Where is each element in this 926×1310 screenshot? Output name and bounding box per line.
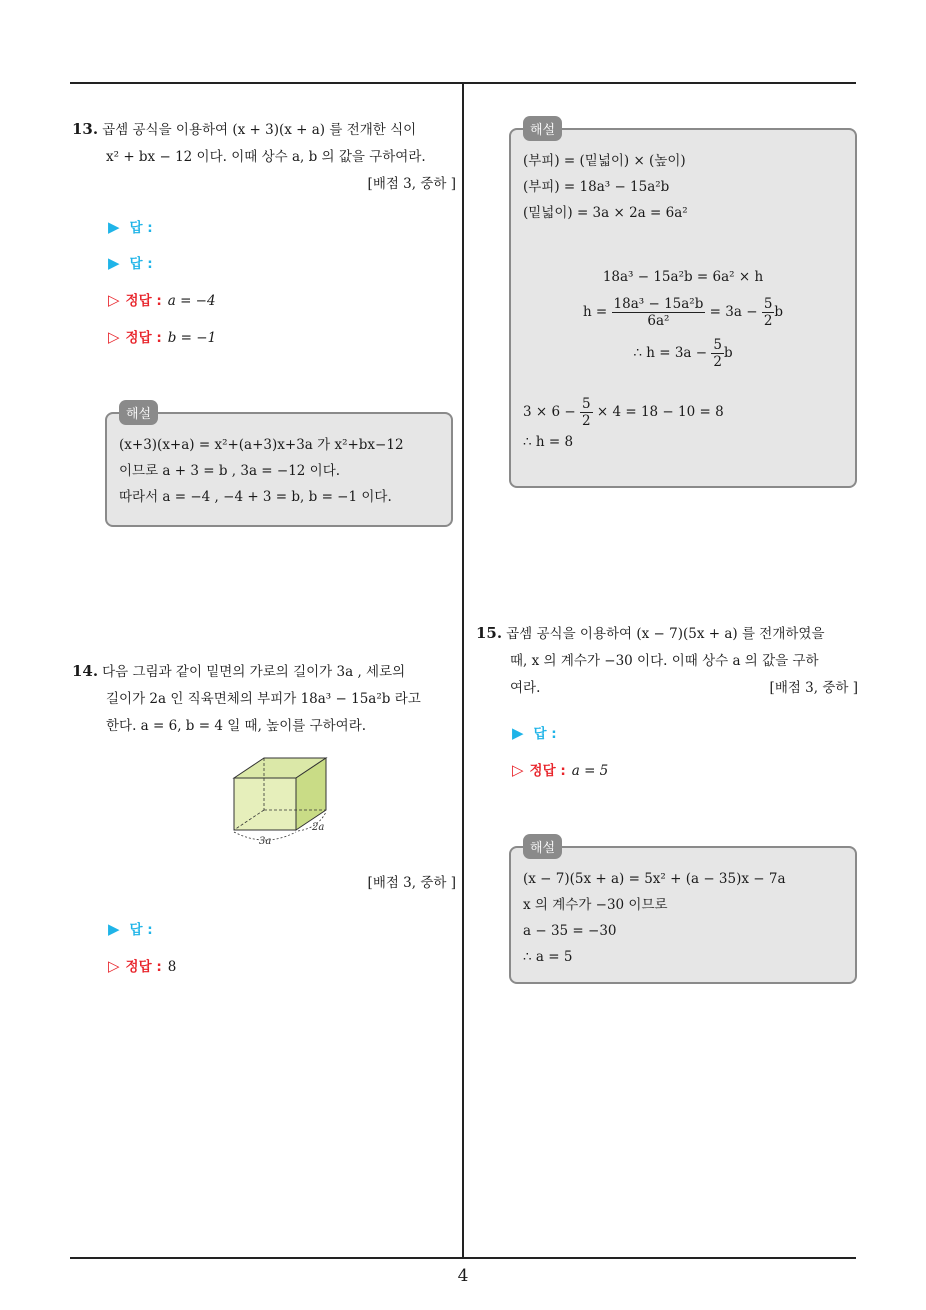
- play-icon: ▶: [108, 254, 120, 272]
- correct-value: 8: [167, 959, 177, 975]
- fraction: $\frac{5}{2}$: [581, 396, 591, 429]
- question-text: 길이가 2a 인 직육면체의 부피가 18a³ − 15a²b 라고: [106, 691, 421, 707]
- correct-value: b = −1: [167, 330, 217, 346]
- answer-label: 답 :: [129, 922, 153, 938]
- question-14: [72, 658, 456, 740]
- solution-tag: 해설: [523, 834, 562, 859]
- correct-value: a = −4: [167, 293, 216, 309]
- equation: 18a³ − 15a²b = 6a² × h: [602, 269, 764, 285]
- outline-triangle-icon: ▷: [512, 761, 524, 779]
- outline-triangle-icon: ▷: [108, 291, 120, 309]
- question-number: 14.: [72, 662, 99, 680]
- correct-answer: [108, 955, 176, 975]
- question-text: 곱셈 공식을 이용하여 (x + 3)(x + a) 를 전개한 식이: [102, 122, 417, 138]
- question-text: x² + bx − 12 이다. 이때 상수 a, b 의 값을 구하여라.: [106, 149, 426, 165]
- solution-line: 따라서 a = −4 , −4 + 3 = b, b = −1 이다.: [119, 489, 392, 505]
- solution-tag: 해설: [523, 116, 562, 141]
- solution-line: 이므로 a + 3 = b , 3a = −12 이다.: [119, 463, 341, 479]
- correct-answer: [108, 326, 216, 346]
- fraction: $\frac{5}{2}$: [713, 337, 722, 370]
- correct-answer: [108, 289, 216, 309]
- correct-label: 정답 :: [125, 293, 162, 309]
- score-label: [배점 3, 중하 ]: [769, 680, 858, 696]
- cuboid-figure: [226, 754, 346, 848]
- outline-triangle-icon: ▷: [108, 328, 120, 346]
- question-13: [72, 116, 456, 198]
- equation: h = $\frac{\text{18a³ − 15a²b}}{\text{6a²}}$ = 3a − $\frac{5}{2}$ b: [582, 296, 784, 329]
- page-number: 4: [457, 1266, 469, 1286]
- correct-answer: [512, 759, 608, 779]
- solution-tag: 해설: [119, 400, 158, 425]
- answer-field[interactable]: [108, 252, 153, 272]
- solution-box: [509, 841, 857, 984]
- answer-label: 답 :: [129, 256, 153, 272]
- equation: ∴ h = 3a − $\frac{5}{2}$ b: [633, 337, 733, 370]
- question-text: 다음 그림과 같이 밑면의 가로의 길이가 3a , 세로의: [102, 664, 406, 680]
- solution-line: x 의 계수가 −30 이므로: [523, 897, 668, 913]
- answer-field[interactable]: [108, 918, 153, 938]
- solution-line: (x+3)(x+a) = x²+(a+3)x+3a 가 x²+bx−12: [119, 437, 404, 453]
- play-icon: ▶: [108, 218, 120, 236]
- fraction: $\frac{5}{2}$: [763, 296, 773, 329]
- solution-line: (부피) = 18a³ − 15a²b: [523, 179, 670, 195]
- answer-label: 답 :: [533, 726, 557, 742]
- column-divider: [462, 82, 464, 1258]
- depth-label: 2a: [312, 822, 325, 833]
- answer-field[interactable]: [108, 216, 153, 236]
- correct-label: 정답 :: [125, 959, 162, 975]
- calculation: 3 × 6 − $\frac{5}{2}$ × 4 = 18 − 10 = 8: [523, 396, 724, 429]
- answer-field[interactable]: [512, 722, 557, 742]
- question-number: 13.: [72, 120, 99, 138]
- solution-line: (부피) = (밑넓이) × (높이): [523, 153, 686, 169]
- bottom-rule: [70, 1257, 856, 1259]
- question-text: 한다. a = 6, b = 4 일 때, 높이를 구하여라.: [106, 718, 367, 734]
- width-label: 3a: [259, 836, 272, 847]
- answer-label: 답 :: [129, 220, 153, 236]
- solution-line: (x − 7)(5x + a) = 5x² + (a − 35)x − 7a: [523, 871, 786, 887]
- play-icon: ▶: [512, 724, 524, 742]
- solution-box: [509, 123, 857, 488]
- question-number: 15.: [476, 624, 503, 642]
- solution-line: ∴ a = 5: [523, 949, 573, 965]
- conclusion: ∴ h = 8: [523, 434, 574, 450]
- correct-value: a = 5: [571, 763, 609, 779]
- play-icon: ▶: [108, 920, 120, 938]
- question-text: 곱셈 공식을 이용하여 (x − 7)(5x + a) 를 전개하였을: [506, 626, 825, 642]
- solution-line: a − 35 = −30: [523, 923, 617, 939]
- solution-box: [105, 407, 453, 527]
- question-text: 때, x 의 계수가 −30 이다. 이때 상수 a 의 값을 구하: [510, 653, 819, 669]
- correct-label: 정답 :: [529, 763, 566, 779]
- question-text: 여라.: [510, 680, 541, 696]
- correct-label: 정답 :: [125, 330, 162, 346]
- score-label: [배점 3, 중하 ]: [367, 875, 456, 891]
- outline-triangle-icon: ▷: [108, 957, 120, 975]
- solution-line: (밑넓이) = 3a × 2a = 6a²: [523, 205, 688, 221]
- score-label: [배점 3, 중하 ]: [367, 176, 456, 192]
- fraction: $\frac{\text{18a³ − 15a²b}}{\text{6a²}}$: [613, 296, 704, 329]
- question-15: [476, 620, 858, 702]
